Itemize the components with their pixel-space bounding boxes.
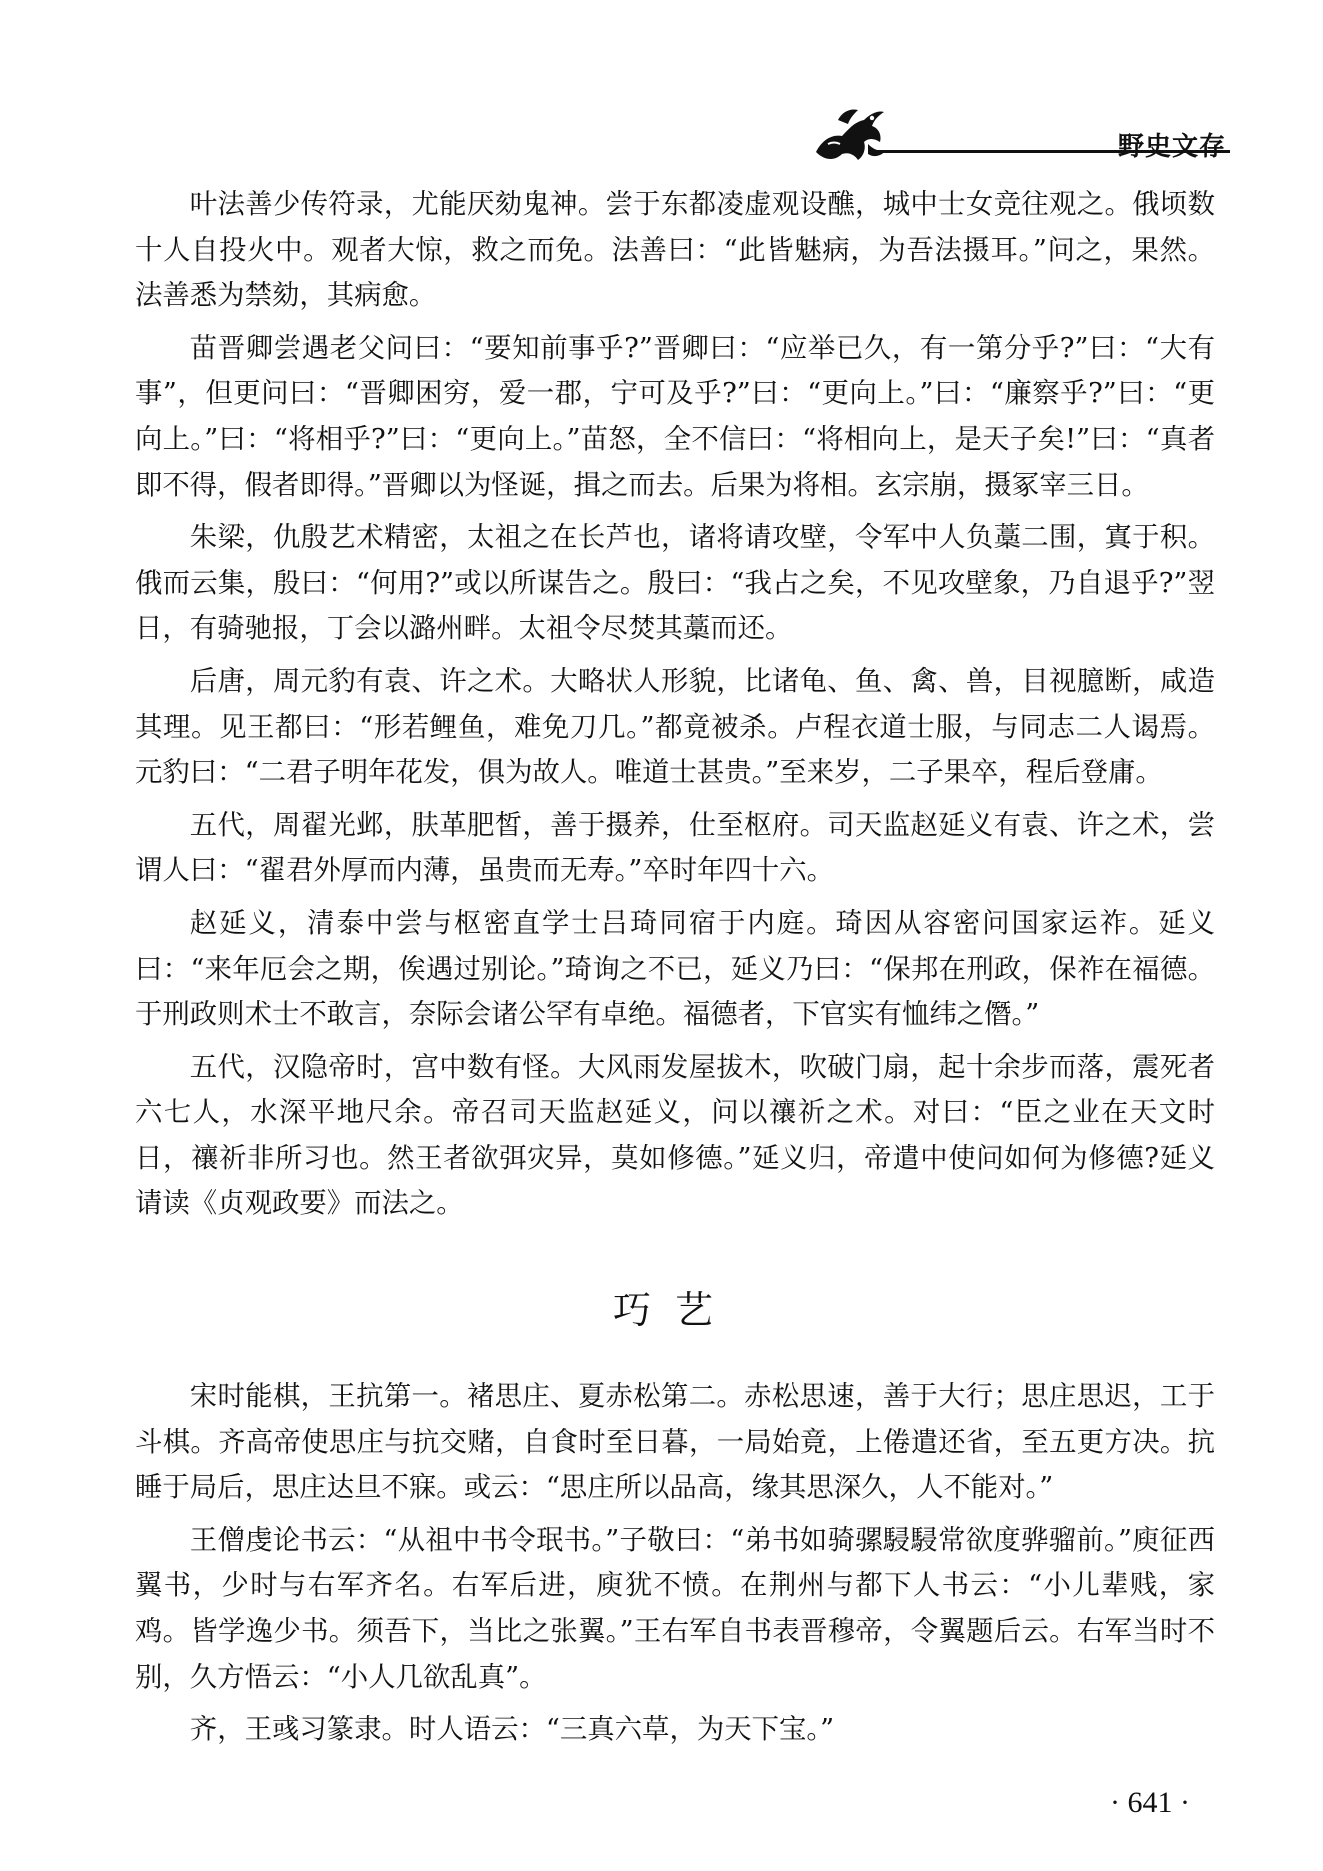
paragraph: 五代，周翟光邺，肤革肥皙，善于摄养，仕至枢府。司天监赵延义有袁、许之术，尝谓人曰：“翟君外厚而内薄，虽贵而无寿。”卒时年四十六。 [135, 809, 1215, 887]
running-header [0, 0, 1323, 180]
page-body [135, 182, 1215, 1760]
paragraph: 五代，汉隐帝时，宫中数有怪。大风雨发屋拔木，吹破门扇，起十余步而落，震死者六七人，水深平地尺余。帝召司天监赵延义，问以禳祈之术。对曰：“臣之业在天文时日，禳祈非所习也。然王者欲弭灾异，莫如修德。”延义归，帝遣中使问如何为修德?延义请读《贞观政要》而法之。 [135, 1051, 1215, 1220]
paragraph: 齐，王彧习篆隶。时人语云：“三真六草，为天下宝。” [189, 1714, 835, 1746]
paragraph: 朱梁，仇殷艺术精密，太祖之在长芦也，诸将请攻壁，令军中人负藁二围，寘于积。俄而云集，殷曰：“何用?”或以所谋告之。殷曰：“我占之矣，不见攻壁象，乃自退乎?”翌日，有骑驰报，丁会以潞州畔。太祖令尽焚其藁而还。 [135, 522, 1215, 645]
page-number: · 641 · [1110, 1786, 1190, 1819]
paragraph: 王僧虔论书云：“从祖中书令珉书。”子敬曰：“弟书如骑骡駸駸常欲度骅骝前。”庾征西翼书，少时与右军齐名。右军后进，庾犹不愤。在荆州与都下人书云：“小儿辈贱，家鸡。皆学逸少书。须吾下，当比之张翼。”王右军自书表晋穆帝，令翼题后云。右军当时不别，久方悟云：“小人几欲乱真”。 [135, 1524, 1215, 1693]
header-title: 野史文存 [1118, 132, 1227, 162]
paragraph: 宋时能棋，王抗第一。褚思庄、夏赤松第二。赤松思速，善于大行；思庄思迟，工于斗棋。齐高帝使思庄与抗交赌，自食时至日暮，一局始竟，上倦遣还省，至五更方决。抗睡于局后，思庄达旦不寐。或云：“思庄所以品高，缘其思深久，人不能对。” [135, 1381, 1215, 1504]
paragraph: 苗晋卿尝遇老父问曰：“要知前事乎?”晋卿曰：“应举已久，有一第分乎?”曰：“大有事”，但更问曰：“晋卿困穷，爱一郡，宁可及乎?”曰：“更向上。”曰：“廉察乎?”曰：“更向上。”曰：“将相乎?”曰：“更向上。”苗怒，全不信曰：“将相向上，是天子矣!”曰：“真者即不得，假者即得。”晋卿以为怪诞，揖之而去。后果为将相。玄宗崩，摄冢宰三日。 [135, 332, 1215, 501]
paragraph: 赵延义，清泰中尝与枢密直学士吕琦同宿于内庭。琦因从容密问国家运祚。延义曰：“来年厄会之期，俟遇过别论。”琦询之不已，延义乃曰：“保邦在刑政，保祚在福德。于刑政则术士不敢言，奈际会诸公罕有卓绝。福德者，下官实有恤纬之僭。” [135, 907, 1215, 1031]
dragon-icon [808, 100, 890, 166]
paragraph: 后唐，周元豹有袁、许之术。大略状人形貌，比诸龟、鱼、禽、兽，目视臆断，咸造其理。见王都曰：“形若鲤鱼，难免刀几。”都竟被杀。卢程衣道士服，与同志二人谒焉。元豹曰：“二君子明年花发，俱为故人。唯道士甚贵。”至来岁，二子果卒，程后登庸。 [135, 665, 1215, 789]
section-title: 巧艺 [612, 1288, 737, 1333]
paragraph: 叶法善少传符录，尤能厌劾鬼神。尝于东都凌虚观设醮，城中士女竞往观之。俄顷数十人自投火中。观者大惊，救之而免。法善曰：“此皆魅病，为吾法摄耳。”问之，果然。法善悉为禁劾，其病愈。 [135, 189, 1215, 312]
